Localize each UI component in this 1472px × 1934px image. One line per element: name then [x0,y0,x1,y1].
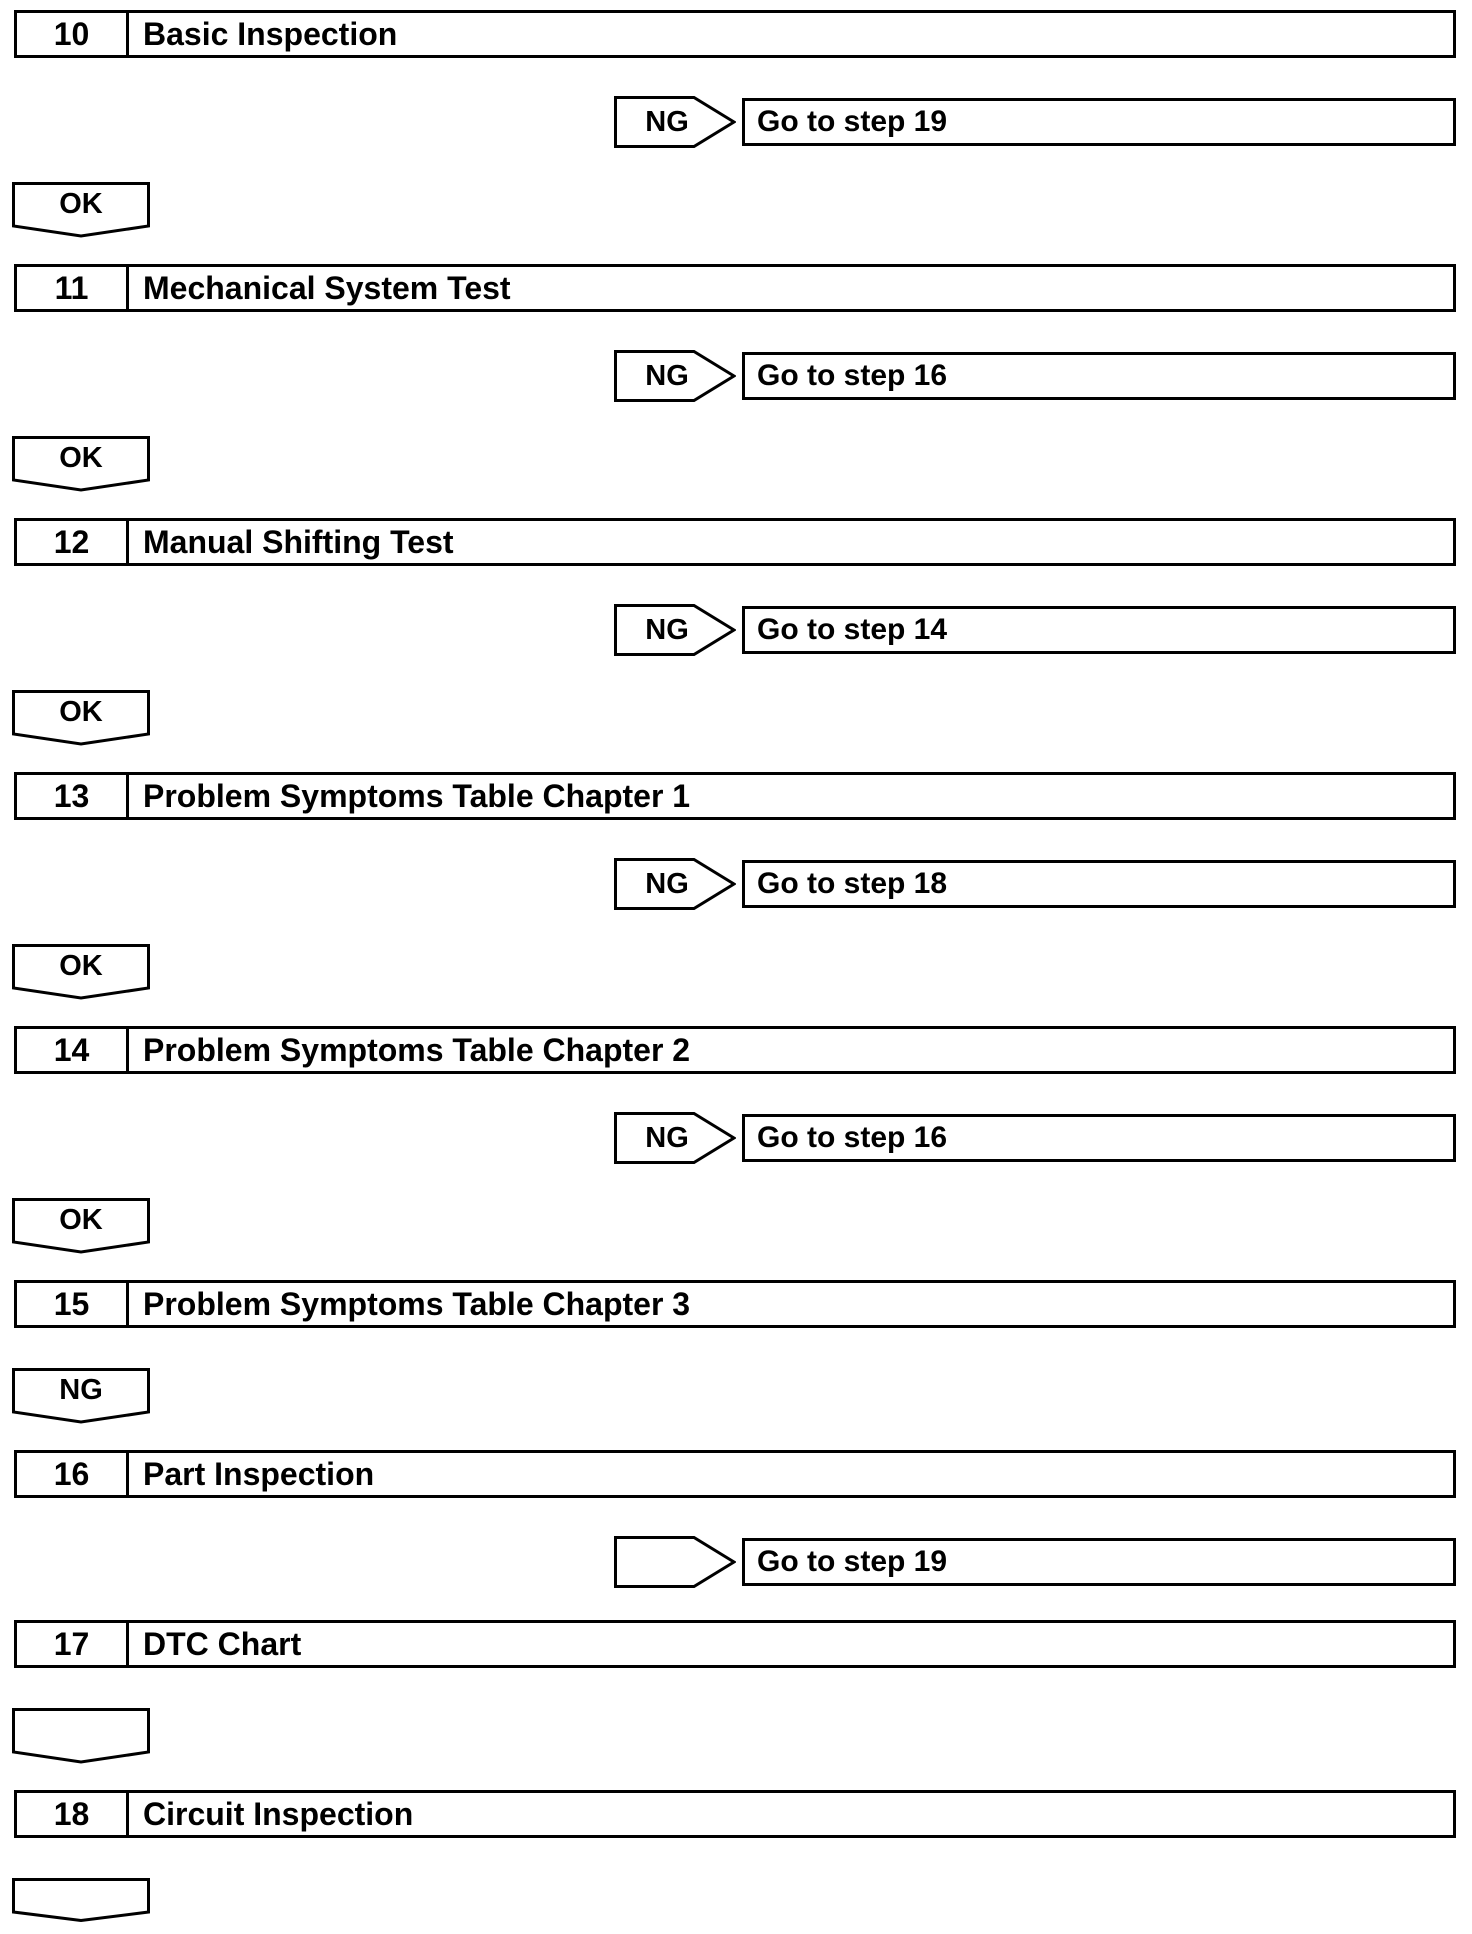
step-box-14 [14,1026,1456,1074]
ok-flow-arrow [12,182,150,238]
ok-flow-arrow [12,944,150,1000]
step-title: Part Inspection [143,1455,375,1492]
goto-step-box: Go to step 16 [742,1114,1456,1162]
ng-branch-arrow [614,350,736,402]
goto-step-box: Go to step 18 [742,860,1456,908]
flow-label [12,1708,150,1752]
branch-label: NG [645,359,689,392]
step-box-12 [14,518,1456,566]
step-number: 11 [17,267,129,309]
ng-branch-arrow [614,858,736,910]
ok-flow-arrow [12,690,150,746]
step-number: 14 [17,1029,129,1071]
step-title: Manual Shifting Test [143,523,454,560]
flow-label: OK [59,949,103,982]
ok-flow-arrow [12,1198,150,1254]
flow-label: OK [59,1203,103,1236]
flow-arrow [12,1878,150,1934]
step-box-16 [14,1450,1456,1498]
branch-label [614,1536,720,1588]
step-number: 15 [17,1283,129,1325]
goto-step-box: Go to step 19 [742,1538,1456,1586]
flow-label: OK [59,695,103,728]
step-number: 10 [17,13,129,55]
flow-label: OK [59,187,103,220]
flow-arrow [12,1708,150,1764]
step-title: DTC Chart [143,1625,302,1662]
ng-branch-arrow [614,1112,736,1164]
ng-branch-arrow [614,604,736,656]
step-box-10 [14,10,1456,58]
step-title: Mechanical System Test [143,269,511,306]
ng-flow-arrow [12,1368,150,1424]
step-title: Problem Symptoms Table Chapter 2 [143,1031,691,1068]
step-box-13 [14,772,1456,820]
step-box-15 [14,1280,1456,1328]
goto-step-box: Go to step 19 [742,98,1456,146]
step-number: 18 [17,1793,129,1835]
step-title: Circuit Inspection [143,1795,414,1832]
ok-flow-arrow [12,436,150,492]
step-number: 17 [17,1623,129,1665]
branch-label: NG [645,867,689,900]
goto-step-box: Go to step 16 [742,352,1456,400]
branch-label: NG [645,1121,689,1154]
step-number: 12 [17,521,129,563]
step-number: 13 [17,775,129,817]
step-title: Basic Inspection [143,15,398,52]
branch-arrow [614,1536,736,1588]
branch-label: NG [645,105,689,138]
flow-label: NG [59,1373,103,1406]
ng-branch-arrow [614,96,736,148]
step-title: Problem Symptoms Table Chapter 1 [143,777,691,814]
step-box-11 [14,264,1456,312]
flow-label: OK [59,441,103,474]
step-title: Problem Symptoms Table Chapter 3 [143,1285,691,1322]
step-box-17 [14,1620,1456,1668]
goto-step-box: Go to step 14 [742,606,1456,654]
step-number: 16 [17,1453,129,1495]
step-box-18 [14,1790,1456,1838]
flow-label [12,1878,150,1922]
branch-label: NG [645,613,689,646]
